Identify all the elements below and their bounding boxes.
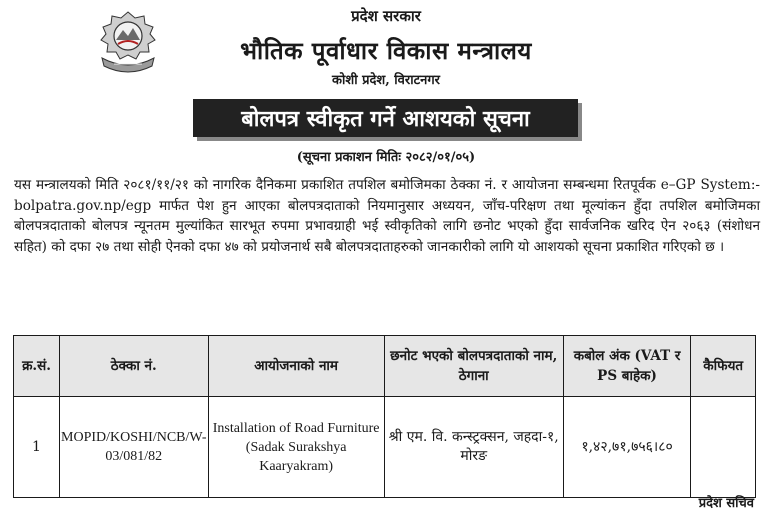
- signature-secretary: प्रदेश सचिव: [698, 496, 754, 511]
- header-amount: कबोल अंक (VAT र PS बाहेक): [563, 336, 691, 397]
- ministry-title: भौतिक पूर्वाधार विकास मन्त्रालय: [240, 36, 532, 65]
- notice-title: [193, 99, 578, 137]
- selected-bidder-table: [13, 335, 756, 498]
- publication-date: (सूचना प्रकाशन मितिः २०८२/०१/०५): [296, 150, 476, 165]
- cell-project-name: Installation of Road Furniture (Sadak Surakshya Kaaryakram): [208, 397, 384, 498]
- cell-sn: 1: [14, 397, 60, 498]
- cell-bidder: श्री एम. वि. कन्स्ट्रक्सन, जहदा-१, मोरङ: [384, 397, 563, 498]
- notice-body: यस मन्त्रालयको मिति २०८१/११/२१ को नागरिक दैनिकमा प्रकाशित तपशिल बमोजिमका ठेक्का नं. र आयोजना सम्बन्धमा रितपूर्वक e–GP System:- bolpatra.gov.np/egp मार्फत पेश हुन आएका बोलपत्रदाताको नियमानुसार अध्ययन, जाँच-परिक्षण तथा मूल्यांकन हुँदा तपशिल बमोजिमका बोलपत्रदाताको बोलपत्र न्यूनतम मुल्यांकित सारभूत रुपमा प्रभावग्राही भई स्वीकृतिको लागि छनोट भएको हुँदा सार्वजनिक खरिद ऐन २०६३ (संशोधन सहित) को दफा २७ तथा सोही ऐनको दफा ४७ को प्रयोजनार्थ सबै बोलपत्रदाताहरुको जानकारीको लागि यो आशयको सूचना प्रकाशित गरिएको छ ।: [14, 177, 760, 255]
- cell-remarks: [691, 397, 756, 498]
- header-sn: क्र.सं.: [14, 336, 60, 397]
- cell-amount: १,४२,७१,७५६।८०: [563, 397, 691, 498]
- ministry-location: कोशी प्रदेश, विराटनगर: [332, 73, 440, 88]
- header-remarks: कैफियत: [691, 336, 756, 397]
- header-project-name: आयोजनाको नाम: [208, 336, 384, 397]
- notice-title-text: बोलपत्र स्वीकृत गर्ने आशयको सूचना: [241, 106, 530, 132]
- table-header-row: [14, 336, 756, 397]
- cell-contract-no: MOPID/KOSHI/NCB/W-03/081/82: [60, 397, 208, 498]
- header-bidder: छनोट भएको बोलपत्रदाताको नाम, ठेगाना: [384, 336, 563, 397]
- header-contract-no: ठेक्का नं.: [60, 336, 208, 397]
- government-title: प्रदेश सरकार: [351, 7, 421, 25]
- table-row: [14, 397, 756, 498]
